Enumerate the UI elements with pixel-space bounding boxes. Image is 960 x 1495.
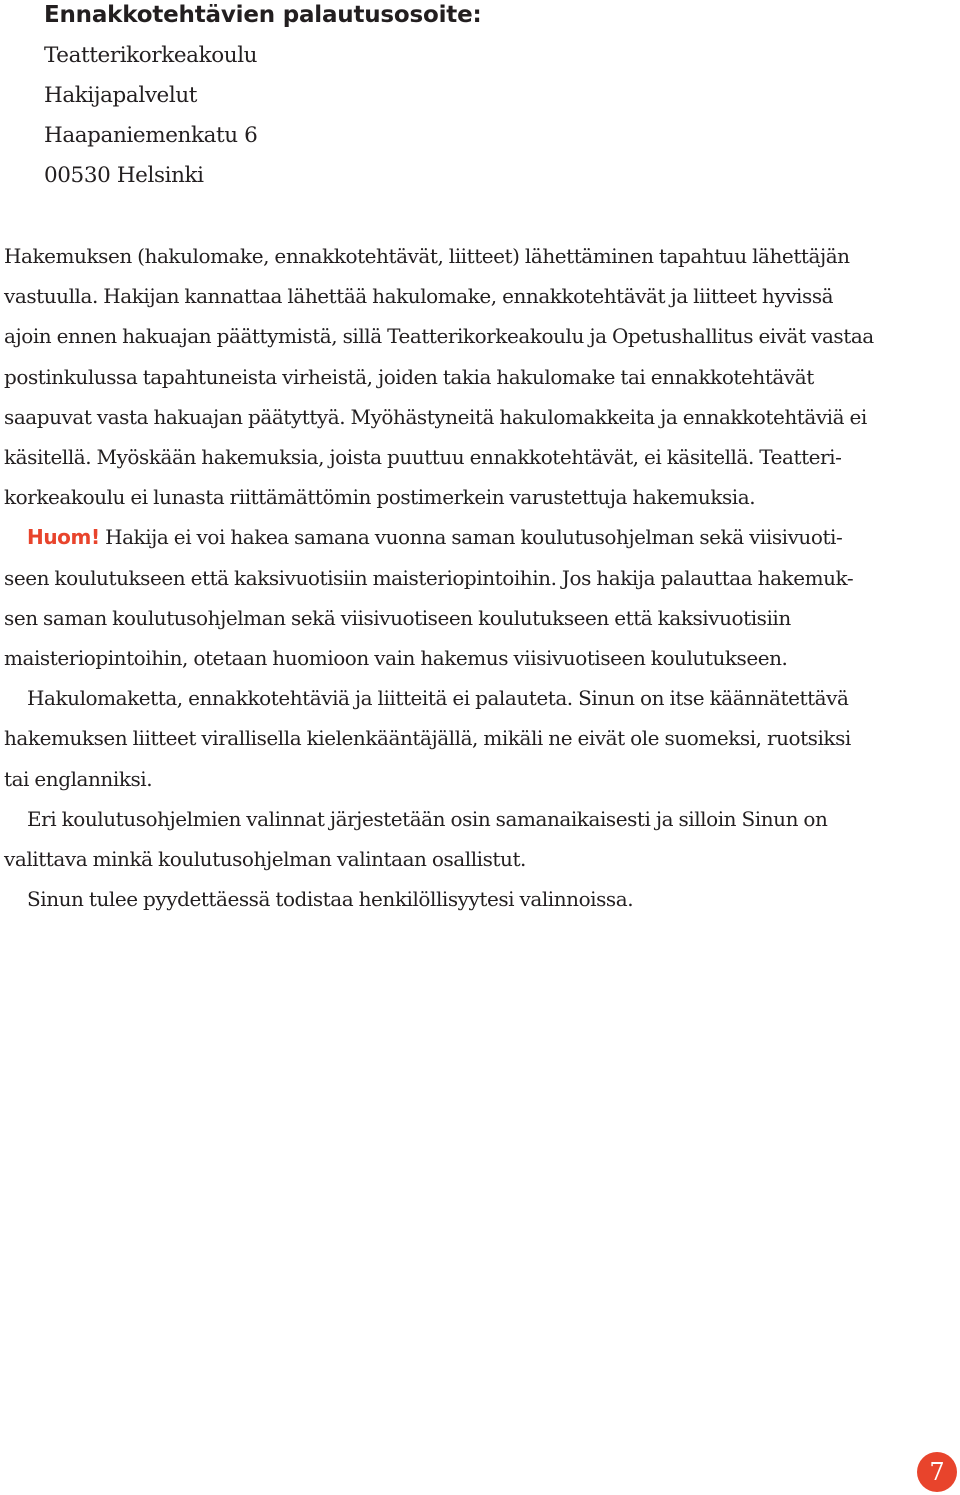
application-instructions [4, 236, 956, 919]
text-line: seen koulutukseen että kaksivuotisiin maisteriopintoihin. Jos hakija palauttaa hakemuk- [4, 565, 854, 590]
address-line-street: Haapaniemenkatu 6 [44, 123, 258, 148]
page-heading: Ennakkotehtävien palautusosoite: [44, 2, 482, 28]
text-line: Hakulomaketta, ennakkotehtäviä ja liitteitä ei palauteta. Sinun on itse käännätettävä [27, 686, 849, 711]
text-line: käsitellä. Myöskään hakemuksia, joista puuttuu ennakkotehtävät, ei käsitellä. Teatteri- [4, 445, 842, 470]
note-label: Huom! [27, 525, 100, 550]
text-line: sen saman koulutusohjelman sekä viisivuotiseen koulutukseen että kaksivuotisiin [4, 605, 791, 630]
text-line: hakemuksen liitteet virallisella kielenkääntäjällä, mikäli ne eivät ole suomeksi, ruotsiksi [4, 726, 851, 751]
text-line: maisteriopintoihin, otetaan huomioon vain hakemus viisivuotiseen koulutukseen. [4, 646, 788, 671]
text-line: korkeakoulu ei lunasta riittämättömin postimerkein varustettuja hakemuksia. [4, 485, 756, 510]
text-line: Eri koulutusohjelmien valinnat järjestetään osin samanaikaisesti ja silloin Sinun on [27, 806, 828, 831]
selection-paragraph [4, 799, 956, 879]
return-address [44, 36, 257, 196]
text-line: saapuvat vasta hakuajan päätyttyä. Myöhästyneitä hakulomakkeita ja ennakkotehtäviä ei [4, 404, 867, 429]
note-paragraph [4, 517, 956, 678]
text-line: tai englanniksi. [4, 766, 153, 791]
text-line: vastuulla. Hakijan kannattaa lähettää hakulomake, ennakkotehtävät ja liitteet hyvissä [4, 284, 834, 309]
address-line-department: Hakijapalvelut [44, 83, 198, 108]
text-line: Sinun tulee pyydettäessä todistaa henkilöllisyytesi valinnoissa. [27, 887, 634, 912]
return-policy-paragraph [4, 678, 956, 799]
text-line: Hakemuksen (hakulomake, ennakkotehtävät, liitteet) lähettäminen tapahtuu lähettäjän [4, 244, 850, 268]
identity-paragraph [4, 879, 956, 919]
note-text: Hakija ei voi hakea samana vuonna saman koulutusohjelman sekä viisivuoti- [99, 525, 843, 550]
text-line: postinkulussa tapahtuneista virheistä, joiden takia hakulomake tai ennakkotehtävät [4, 364, 814, 389]
text-line [4, 517, 956, 557]
address-line-organization: Teatterikorkeakoulu [44, 43, 258, 68]
text-line: ajoin ennen hakuajan päättymistä, sillä Teatterikorkeakoulu ja Opetushallitus eivät vastaa [4, 324, 874, 349]
page-number: 7 [917, 1452, 957, 1492]
responsibility-paragraph [4, 236, 956, 517]
text-line: valittava minkä koulutusohjelman valintaan osallistut. [4, 847, 526, 872]
address-line-city: 00530 Helsinki [44, 163, 204, 188]
